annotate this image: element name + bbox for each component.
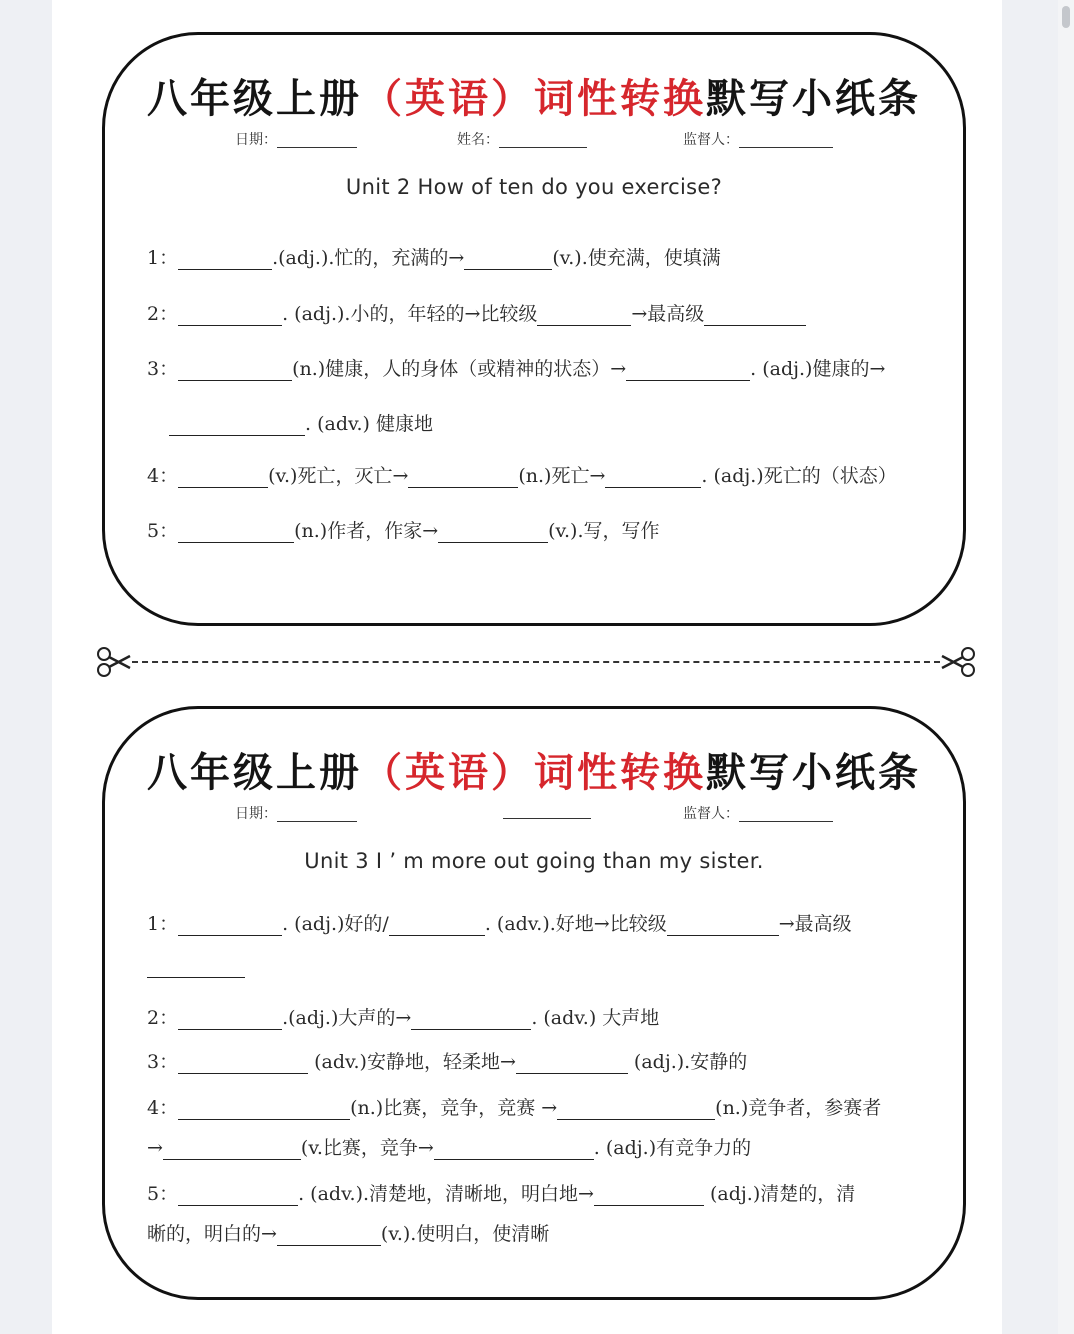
unit-heading: Unit 3 I ’ m more out going than my sister.	[304, 849, 764, 873]
question-text: →	[147, 1137, 163, 1159]
answer-blank[interactable]	[389, 917, 485, 936]
question-text: (v.)死亡，灭亡→	[268, 465, 409, 487]
name-label: 姓名：	[457, 132, 499, 148]
answer-blank[interactable]	[667, 917, 779, 936]
answer-blank[interactable]	[277, 1227, 381, 1246]
question-3	[147, 1047, 933, 1074]
question-text: (adj.)清楚的，清	[703, 1183, 856, 1205]
date-field	[235, 129, 357, 149]
dashed-cut-line	[132, 661, 940, 663]
supervisor-blank[interactable]	[739, 133, 833, 148]
answer-blank[interactable]	[408, 469, 518, 488]
title-subject: （英语）词性转换	[362, 75, 706, 122]
title-suffix: 默写小纸条	[706, 749, 921, 796]
question-text: 晰的，明白的→	[147, 1223, 277, 1245]
question-number: 3：	[147, 358, 179, 380]
question-4	[147, 461, 933, 488]
question-text: . (adv.) 健康地	[305, 413, 433, 435]
question-text: (v.比赛，竞争→	[300, 1137, 434, 1159]
question-number: 5：	[147, 1183, 179, 1205]
unit-heading: Unit 2 How of ten do you exercise?	[345, 175, 723, 199]
answer-blank[interactable]	[438, 524, 548, 543]
question-text: . (adj.)健康的→	[750, 358, 886, 380]
question-number: 2：	[147, 1007, 179, 1029]
question-number: 4：	[147, 1097, 179, 1119]
question-text: (adj.).安静的	[627, 1051, 748, 1073]
question-text: →最高级	[631, 303, 705, 325]
answer-blank[interactable]	[516, 1055, 628, 1074]
question-3-continued	[169, 409, 933, 436]
answer-blank[interactable]	[178, 307, 282, 326]
card-title	[105, 741, 963, 798]
scrollbar[interactable]	[1058, 0, 1074, 1334]
question-text: (n.)作者，作家→	[294, 520, 439, 542]
title-grade: 八年级上册	[147, 75, 362, 122]
question-text: →最高级	[778, 913, 852, 935]
question-text: .(adj.)大声的→	[282, 1007, 412, 1029]
answer-blank[interactable]	[178, 1011, 282, 1030]
answer-blank[interactable]	[434, 1141, 594, 1160]
date-blank[interactable]	[277, 807, 357, 822]
answer-blank[interactable]	[411, 1011, 531, 1030]
name-blank[interactable]	[499, 133, 587, 148]
answer-blank[interactable]	[178, 251, 272, 270]
question-1	[147, 909, 933, 936]
answer-blank[interactable]	[557, 1101, 715, 1120]
answer-blank[interactable]	[178, 1187, 298, 1206]
question-text: (v.).使明白，使清晰	[380, 1223, 550, 1245]
question-1-continued	[147, 955, 933, 978]
supervisor-label: 监督人：	[683, 132, 739, 148]
scissors-icon	[940, 644, 976, 680]
answer-blank[interactable]	[178, 524, 294, 543]
answer-blank[interactable]	[704, 307, 806, 326]
question-text: . (adj.)死亡的（状态）	[701, 465, 897, 487]
question-number: 5：	[147, 520, 179, 542]
question-text: (n.)健康，人的身体（或精神的状态）→	[292, 358, 627, 380]
question-text: . (adv.) 大声地	[531, 1007, 660, 1029]
scroll-thumb[interactable]	[1062, 6, 1070, 28]
question-text: . (adv.).清楚地，清晰地，明白地→	[298, 1183, 594, 1205]
answer-blank[interactable]	[178, 1101, 350, 1120]
date-label: 日期：	[235, 132, 277, 148]
answer-blank[interactable]	[178, 362, 292, 381]
answer-blank[interactable]	[537, 307, 631, 326]
answer-blank[interactable]	[594, 1187, 704, 1206]
question-4	[147, 1093, 933, 1120]
supervisor-field	[683, 129, 833, 149]
question-number: 2：	[147, 303, 179, 325]
question-text: (v.).使充满，使填满	[552, 247, 721, 269]
question-2	[147, 299, 933, 326]
question-text: . (adj.)有竞争力的	[593, 1137, 752, 1159]
question-text: (adv.)安静地，轻柔地→	[308, 1051, 516, 1073]
title-subject: （英语）词性转换	[362, 749, 706, 796]
question-number: 3：	[147, 1051, 179, 1073]
scissors-icon	[96, 644, 132, 680]
answer-blank[interactable]	[605, 469, 701, 488]
question-text: . (adj.)好的/	[282, 913, 389, 935]
card-title	[105, 67, 963, 124]
answer-blank[interactable]	[163, 1141, 301, 1160]
supervisor-label: 监督人：	[683, 806, 739, 822]
name-field	[457, 129, 587, 149]
question-text: .(adj.).忙的，充满的→	[272, 247, 465, 269]
dictation-card-unit3	[102, 706, 966, 1300]
dictation-card-unit2	[102, 32, 966, 626]
question-text: (n.)比赛，竞争，竞赛 →	[350, 1097, 558, 1119]
title-suffix: 默写小纸条	[706, 75, 921, 122]
question-number: 1：	[147, 913, 179, 935]
answer-blank[interactable]	[178, 1055, 308, 1074]
answer-blank[interactable]	[169, 417, 305, 436]
date-blank[interactable]	[277, 133, 357, 148]
question-3	[147, 354, 933, 381]
question-2	[147, 1003, 933, 1030]
date-label: 日期：	[235, 806, 277, 822]
question-text: (v.).写，写作	[548, 520, 660, 542]
name-field	[503, 803, 591, 819]
answer-blank[interactable]	[626, 362, 750, 381]
title-grade: 八年级上册	[147, 749, 362, 796]
question-4-continued	[147, 1133, 933, 1160]
question-text: . (adj.).小的，年轻的→比较级	[282, 303, 538, 325]
answer-blank[interactable]	[147, 959, 245, 978]
answer-blank[interactable]	[464, 251, 552, 270]
question-5	[147, 516, 933, 543]
question-number: 4：	[147, 465, 179, 487]
question-5	[147, 1179, 933, 1206]
date-field	[235, 803, 357, 823]
question-number: 1：	[147, 247, 179, 269]
question-text: . (adv.).好地→比较级	[484, 913, 667, 935]
supervisor-blank[interactable]	[739, 807, 833, 822]
answer-blank[interactable]	[178, 917, 282, 936]
answer-blank[interactable]	[178, 469, 268, 488]
question-text: (n.)竞争者，参赛者	[715, 1097, 882, 1119]
name-blank[interactable]	[503, 804, 591, 819]
question-5-continued	[147, 1219, 933, 1246]
cut-line-divider	[96, 642, 976, 682]
question-1	[147, 243, 933, 270]
question-text: (n.)死亡→	[518, 465, 606, 487]
supervisor-field	[683, 803, 833, 823]
